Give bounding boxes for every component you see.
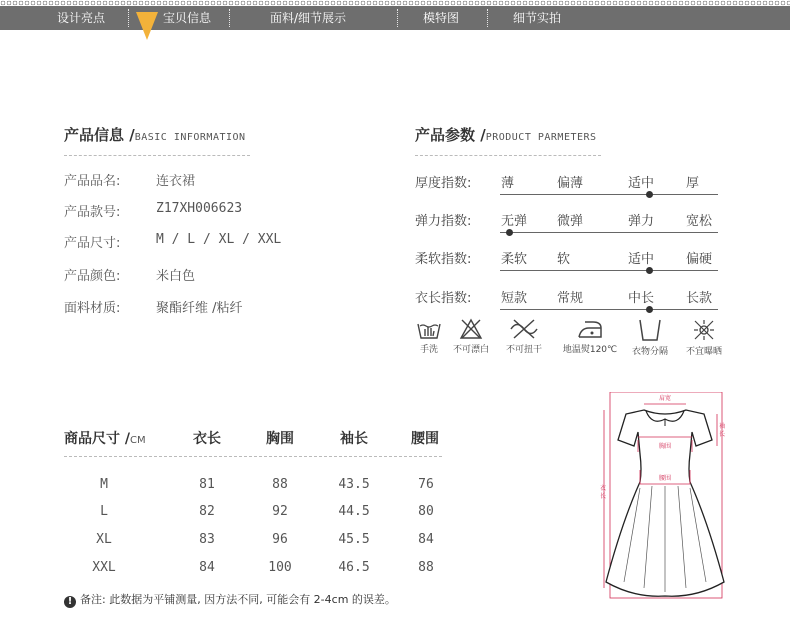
nav-tab-details[interactable]: 细节实拍 [513,11,562,25]
care-label: 不可漂白 [452,345,489,355]
size-table-title [64,428,146,448]
param-scale-line [500,309,718,310]
nav-bar [0,6,790,30]
care-item [447,318,495,355]
param-option[interactable]: 宽松 [686,214,713,229]
product-params-subtitle: PRODUCT PARMETERS [485,132,597,143]
info-label: 面料材质: [64,301,121,316]
param-option[interactable]: 适中 [628,252,655,267]
length-label: 衣长 [600,485,607,500]
size-cell: L [100,504,108,519]
info-value-material: 聚酯纤维 /粘纤 [156,301,243,316]
measurement-cell: 92 [272,504,288,519]
measurement-cell: 80 [418,504,434,519]
param-scale-line [500,232,718,233]
param-option[interactable]: 软 [557,252,571,267]
param-indicator-dot [646,191,653,198]
measurement-cell: 100 [268,560,292,575]
param-option[interactable]: 柔软 [501,252,528,267]
bust-label: 胸围 [658,443,672,450]
info-value-sku: Z17XH006623 [156,201,243,216]
divider [415,155,601,156]
info-label: 产品颜色: [64,269,121,284]
measurement-cell: 45.5 [338,532,370,547]
column-header: 胸围 [266,431,294,447]
measurement-note-text: 备注: 此数据为平铺测量, 因方法不同, 可能会有 2-4cm 的误差。 [80,593,396,606]
no-bleach-icon [459,318,483,340]
size-table-unit: CM [130,435,146,446]
care-label: 手洗 [419,345,438,355]
param-scale-line [500,270,718,271]
param-option[interactable]: 薄 [501,176,515,191]
product-params-title: 产品参数 / [415,126,486,144]
care-label: 地温熨120℃ [562,345,618,355]
column-header: 袖长 [340,431,368,447]
measurement-cell: 88 [418,560,434,575]
nav-separator [128,9,129,27]
info-value-sizes: M / L / XL / XXL [156,232,282,247]
measurement-cell: 83 [199,532,215,547]
size-table-title-text: 商品尺寸 / [64,431,130,447]
param-option[interactable]: 微弹 [557,214,584,229]
info-value-color: 米白色 [156,269,196,284]
param-option[interactable]: 偏薄 [557,176,584,191]
divider [64,456,442,457]
param-label: 衣长指数: [415,291,472,306]
param-label: 柔软指数: [415,252,472,267]
nav-tab-info[interactable]: 宝贝信息 [163,11,212,25]
param-option[interactable]: 中长 [628,291,655,306]
param-option[interactable]: 适中 [628,176,655,191]
column-header: 腰围 [411,431,439,447]
nav-separator [487,9,488,27]
care-item [562,318,618,355]
measurement-cell: 81 [199,477,215,492]
product-params-heading [415,124,597,145]
param-indicator-dot [506,229,513,236]
info-label: 产品品名: [64,174,121,189]
exclamation-icon: ! [64,596,76,608]
measurement-cell: 43.5 [338,477,370,492]
measurement-note [64,591,396,608]
param-indicator-dot [646,306,653,313]
care-item [626,318,674,357]
care-item [680,318,728,357]
measurement-cell: 82 [199,504,215,519]
size-cell: XL [96,532,112,547]
low-iron-icon [575,318,605,340]
param-indicator-dot [646,267,653,274]
param-option[interactable]: 厚 [686,176,700,191]
nav-separator [229,9,230,27]
no-sun-icon [692,318,716,342]
param-scale-line [500,194,718,195]
param-option[interactable]: 短款 [501,291,528,306]
measurement-cell: 84 [199,560,215,575]
active-tab-marker [136,12,158,40]
measurement-cell: 84 [418,532,434,547]
param-option[interactable]: 弹力 [628,214,655,229]
product-info-title: 产品信息 / [64,126,135,144]
waist-label: 腰围 [658,475,672,482]
measurement-cell: 46.5 [338,560,370,575]
param-label: 弹力指数: [415,214,472,229]
measurement-cell: 44.5 [338,504,370,519]
product-info-heading [64,124,246,145]
dress-measurement-diagram [600,392,730,602]
nav-separator [397,9,398,27]
nav-tab-fabric[interactable]: 面料/细节展示 [270,11,347,25]
care-label: 不可扭干 [505,345,542,355]
sleeve-label: 袖长 [719,423,726,438]
care-item [500,318,548,355]
shoulder-label: 肩宽 [658,395,672,402]
care-item [405,318,453,355]
care-label: 衣物分隔 [631,347,668,357]
no-wring-icon [509,318,539,340]
info-label: 产品尺寸: [64,236,121,251]
param-label: 厚度指数: [415,176,472,191]
measurement-cell: 96 [272,532,288,547]
param-option[interactable]: 长款 [686,291,713,306]
divider [64,155,250,156]
measurement-cell: 76 [418,477,434,492]
column-header: 衣长 [193,431,221,447]
param-option[interactable]: 无弹 [501,214,528,229]
nav-tab-model[interactable]: 模特图 [423,11,460,25]
care-label: 不宜曝晒 [685,347,722,357]
size-cell: XXL [92,560,116,575]
param-option[interactable]: 偏硬 [686,252,713,267]
measurement-cell: 88 [272,477,288,492]
hand-wash-icon [416,318,442,340]
nav-tab-design[interactable]: 设计亮点 [57,11,106,25]
wash-separately-icon [637,318,663,342]
info-value-name: 连衣裙 [156,174,196,189]
info-label: 产品款号: [64,205,121,220]
param-option[interactable]: 常规 [557,291,584,306]
product-info-subtitle: BASIC INFORMATION [134,132,246,143]
size-cell: M [100,477,108,492]
